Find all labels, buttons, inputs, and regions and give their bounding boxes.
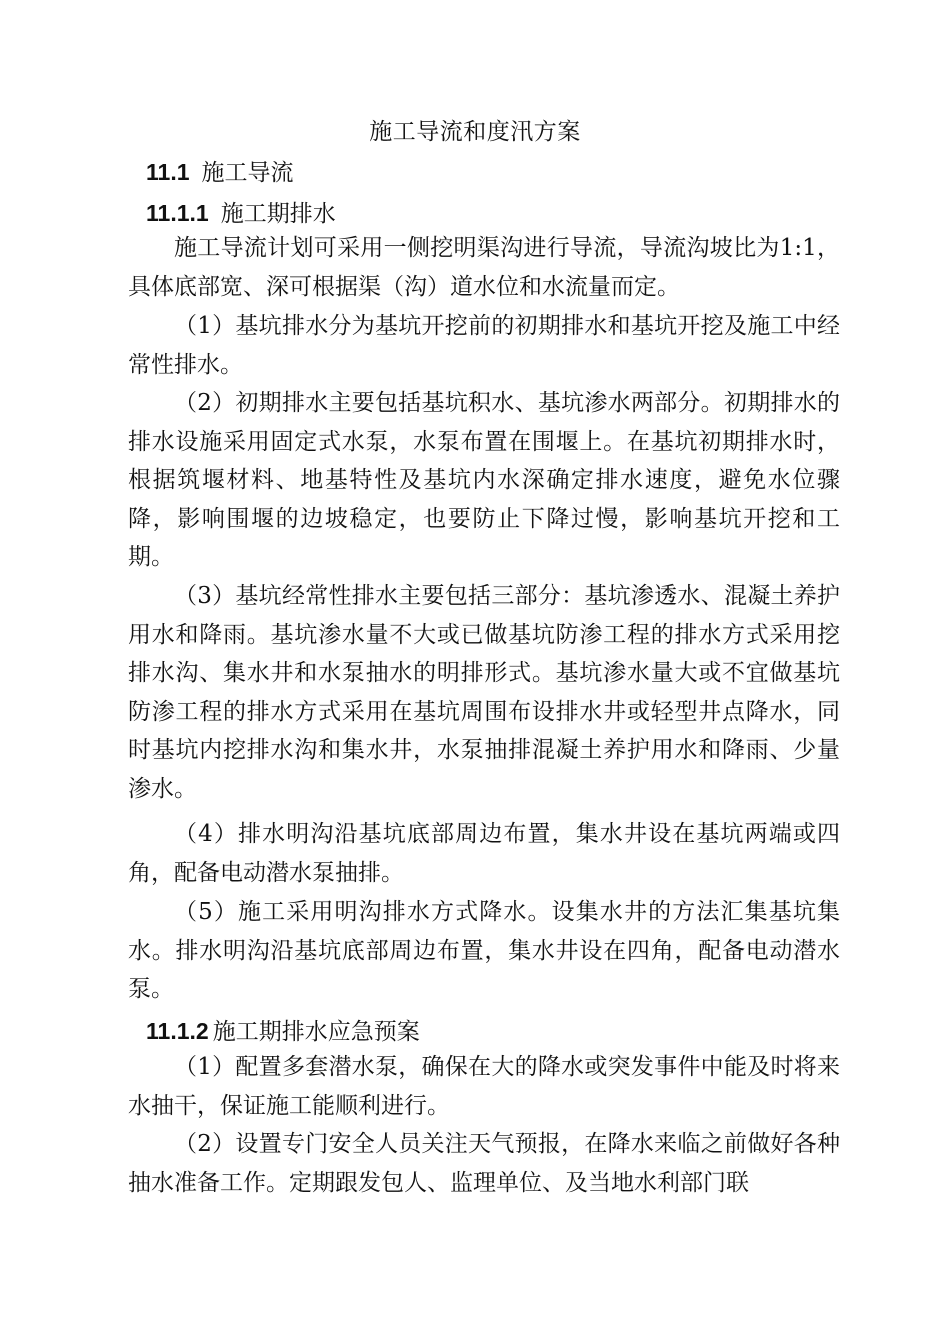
paragraph-item-2: （2）初期排水主要包括基坑积水、基坑渗水两部分。初期排水的排水设施采用固定式水泵，水泵布置在围堰上。在基坑初期排水时，根据筑堰材料、地基特性及基坑内水深确定排水速度，避免水位骤降，影响围堰的边坡稳定，也要防止下降过慢，影响基坑开挖和工期。 (128, 390, 840, 571)
paragraph-emergency-1: （1）配置多套潜水泵，确保在大的降水或突发事件中能及时将来水抽干，保证施工能顺利进行。 (128, 1054, 840, 1119)
section-heading-11-1-2 (146, 1013, 420, 1046)
paragraph-item-1: （1）基坑排水分为基坑开挖前的初期排水和基坑开挖及施工中经常性排水。 (128, 313, 840, 378)
section-heading-11-1 (146, 154, 294, 187)
section-title: 施工期排水应急预案 (212, 1019, 420, 1045)
section-heading-11-1-1 (146, 195, 336, 228)
paragraph-item-3: （3）基坑经常性排水主要包括三部分：基坑渗透水、混凝土养护用水和降雨。基坑渗水量不大或已做基坑防渗工程的排水方式采用挖排水沟、集水井和水泵抽水的明排形式。基坑渗水量大或不宜做基坑防渗工程的排水方式采用在基坑周围布设排水井或轻型井点降水，同时基坑内挖排水沟和集水井，水泵抽排混凝土养护用水和降雨、少量渗水。 (128, 583, 840, 802)
paragraph-item-5: （5）施工采用明沟排水方式降水。设集水井的方法汇集基坑集水。排水明沟沿基坑底部周边布置，集水井设在四角，配备电动潜水泵。 (128, 899, 840, 1003)
section-number: 11.1.1 (146, 200, 209, 226)
paragraph-intro: 施工导流计划可采用一侧挖明渠沟进行导流，导流沟坡比为1:1，具体底部宽、深可根据渠（沟）道水位和水流量而定。 (128, 235, 840, 300)
paragraph-emergency-2: （2）设置专门安全人员关注天气预报，在降水来临之前做好各种抽水准备工作。定期跟发包人、监理单位、及当地水利部门联 (128, 1131, 840, 1196)
paragraph-item-4: （4）排水明沟沿基坑底部周边布置，集水井设在基坑两端或四角，配备电动潜水泵抽排。 (128, 821, 840, 886)
section-title: 施工导流 (201, 160, 294, 186)
section-title: 施工期排水 (220, 201, 336, 227)
document-title: 施工导流和度汛方案 (369, 119, 581, 145)
section-number: 11.1 (146, 159, 190, 185)
section-number: 11.1.2 (146, 1018, 209, 1044)
